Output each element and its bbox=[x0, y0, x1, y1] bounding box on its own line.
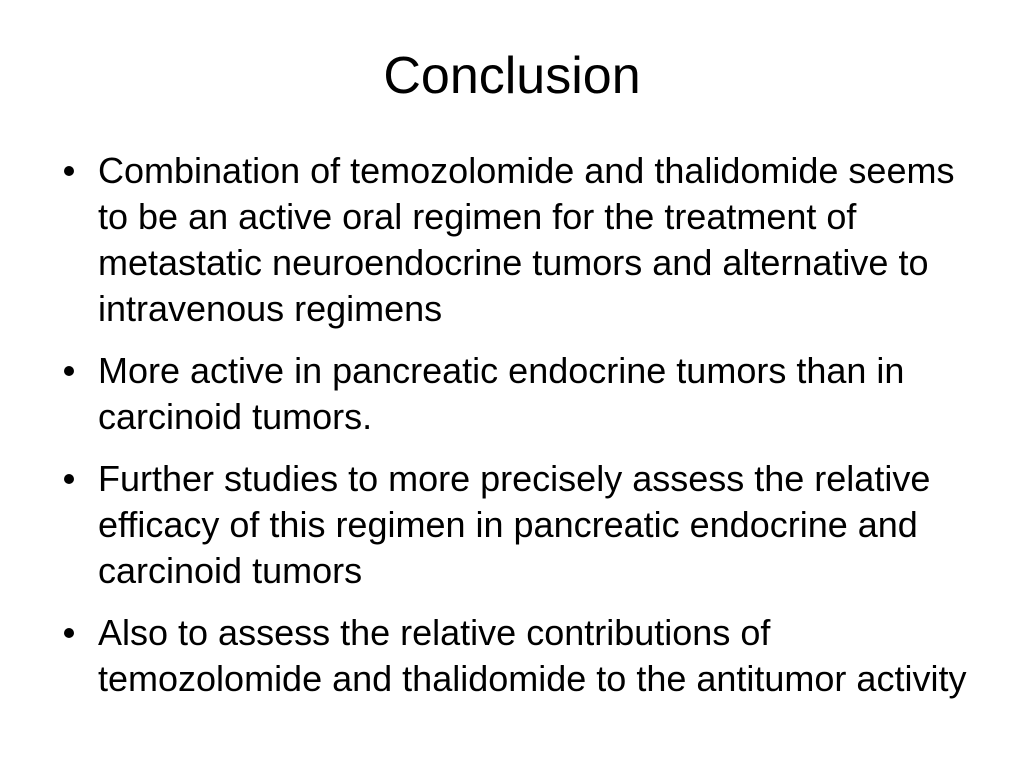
bullet-dot-icon bbox=[64, 628, 74, 638]
bullet-text: More active in pancreatic endocrine tumors than in carcinoid tumors. bbox=[98, 350, 905, 437]
bullet-dot-icon bbox=[64, 166, 74, 176]
slide-title: Conclusion bbox=[383, 47, 641, 105]
bullet-item bbox=[62, 610, 972, 702]
bullet-item bbox=[62, 456, 972, 594]
bullet-dot-icon bbox=[64, 366, 74, 376]
bullet-list bbox=[62, 148, 972, 718]
bullet-text: Also to assess the relative contributions of temozolomide and thalidomide to the antitumor activity bbox=[98, 612, 967, 699]
bullet-dot-icon bbox=[64, 474, 74, 484]
bullet-text: Combination of temozolomide and thalidomide seems to be an active oral regimen for the treatment of metastatic neuroendocrine tumors and alternative to intravenous regimens bbox=[98, 150, 955, 329]
bullet-text: Further studies to more precisely assess the relative efficacy of this regimen in pancreatic endocrine and carcinoid tumors bbox=[98, 458, 931, 591]
bullet-item bbox=[62, 348, 972, 440]
bullet-item bbox=[62, 148, 972, 332]
